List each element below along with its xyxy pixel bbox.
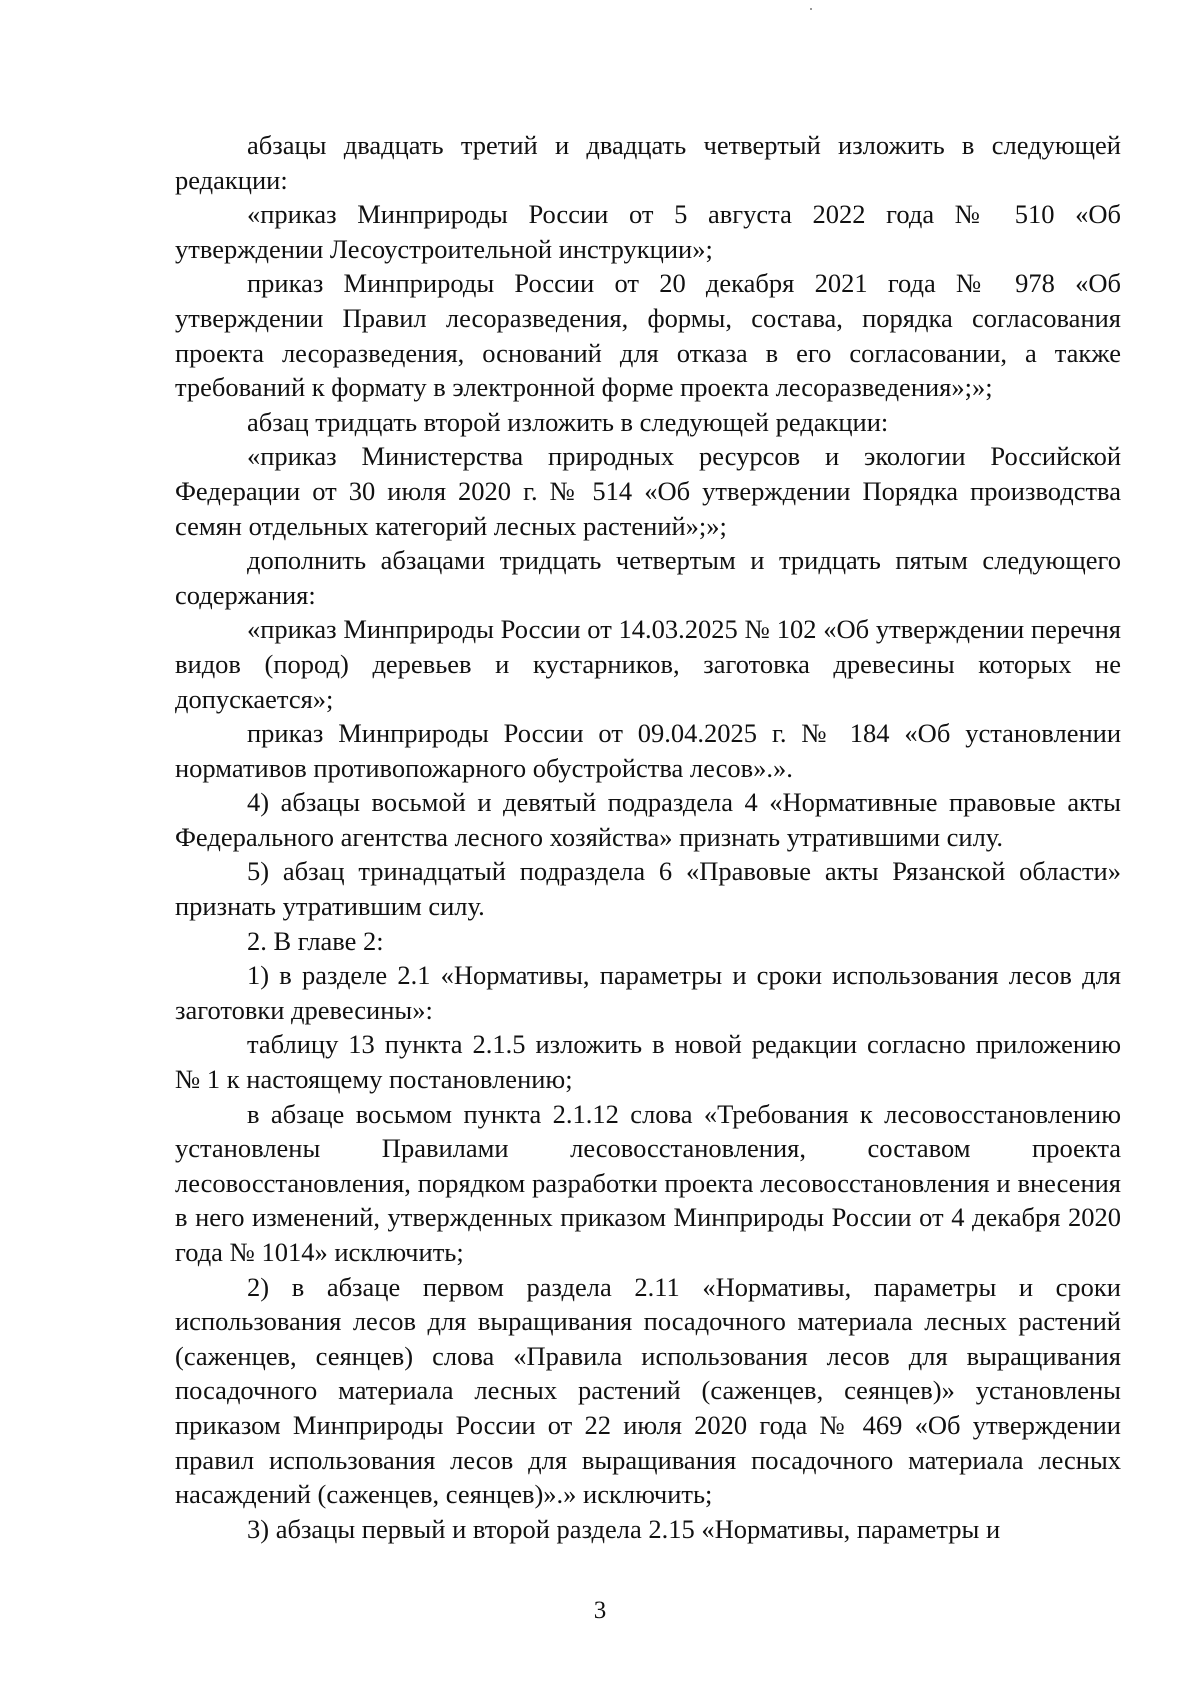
paragraph-11: 2. В главе 2: (247, 925, 384, 956)
page-number: 3 (593, 1597, 607, 1624)
paragraph-16: 3) абзацы первый и второй раздела 2.15 «Нормативы, параметры и (247, 1513, 1001, 1544)
paragraph-14: в абзаце восьмом пункта 2.1.12 слова «Требования к лесовосстановлению установлены Правилами лесовосстановления, составом проекта лесовосстановления, порядком разработки проекта лесовосстановления и внесения в него изменений, утвержденных приказом Минприроды России от 4 декабря 2020 года № 1014» исключить; (175, 1098, 1121, 1267)
paragraph-15: 2) в абзаце первом раздела 2.11 «Нормативы, параметры и сроки использования лесов для выращивания посадочного материала лесных растений (саженцев, сеянцев) слова «Правила использования лесов для выращивания посадочного материала лесных растений (саженцев, сеянцев)» установлены приказом Минприроды России от 22 июля 2020 года № 469 «Об утверждении правил использования лесов для выращивания посадочного материала лесных насаждений (саженцев, сеянцев)».» исключить; (175, 1271, 1121, 1510)
paragraph-12: 1) в разделе 2.1 «Нормативы, параметры и сроки использования лесов для заготовки древесины»: (175, 960, 1121, 1025)
paragraph-5: «приказ Министерства природных ресурсов и экологии Российской Федерации от 30 июля 2020 г. № 514 «Об утверждении Порядка производства семян отдельных категорий лесных растений»;»; (175, 441, 1121, 541)
paragraph-10: 5) абзац тринадцатый подраздела 6 «Правовые акты Рязанской области» признать утратившим силу. (175, 856, 1121, 922)
paragraph-4: абзац тридцать второй изложить в следующей редакции: (247, 406, 889, 437)
paragraph-9: 4) абзацы восьмой и девятый подраздела 4 «Нормативные правовые акты Федерального агентства лесного хозяйства» признать утратившими силу. (175, 787, 1121, 852)
document-body (175, 128, 1121, 1546)
paragraph-2: «приказ Минприроды России от 5 августа 2022 года № 510 «Об утверждении Лесоустроительной инструкции»; (175, 199, 1121, 264)
paragraph-13: таблицу 13 пункта 2.1.5 изложить в новой редакции согласно приложению № 1 к настоящему постановлению; (175, 1029, 1121, 1095)
paragraph-1: абзацы двадцать третий и двадцать четвертый изложить в следующей редакции: (175, 130, 1121, 195)
paragraph-3: приказ Минприроды России от 20 декабря 2021 года № 978 «Об утверждении Правил лесоразведения, формы, состава, порядка согласования проекта лесоразведения, оснований для отказа в его согласовании, а также требований к формату в электронной форме проекта лесоразведения»;»; (175, 268, 1121, 403)
scan-speck (810, 8, 812, 10)
paragraph-8: приказ Минприроды России от 09.04.2025 г. № 184 «Об установлении нормативов противопожарного обустройства лесов».». (175, 718, 1121, 783)
paragraph-7: «приказ Минприроды России от 14.03.2025 № 102 «Об утверждении перечня видов (пород) деревьев и кустарников, заготовка древесины которых не допускается»; (175, 614, 1121, 714)
paragraph-6: дополнить абзацами тридцать четвертым и тридцать пятым следующего содержания: (175, 545, 1121, 610)
